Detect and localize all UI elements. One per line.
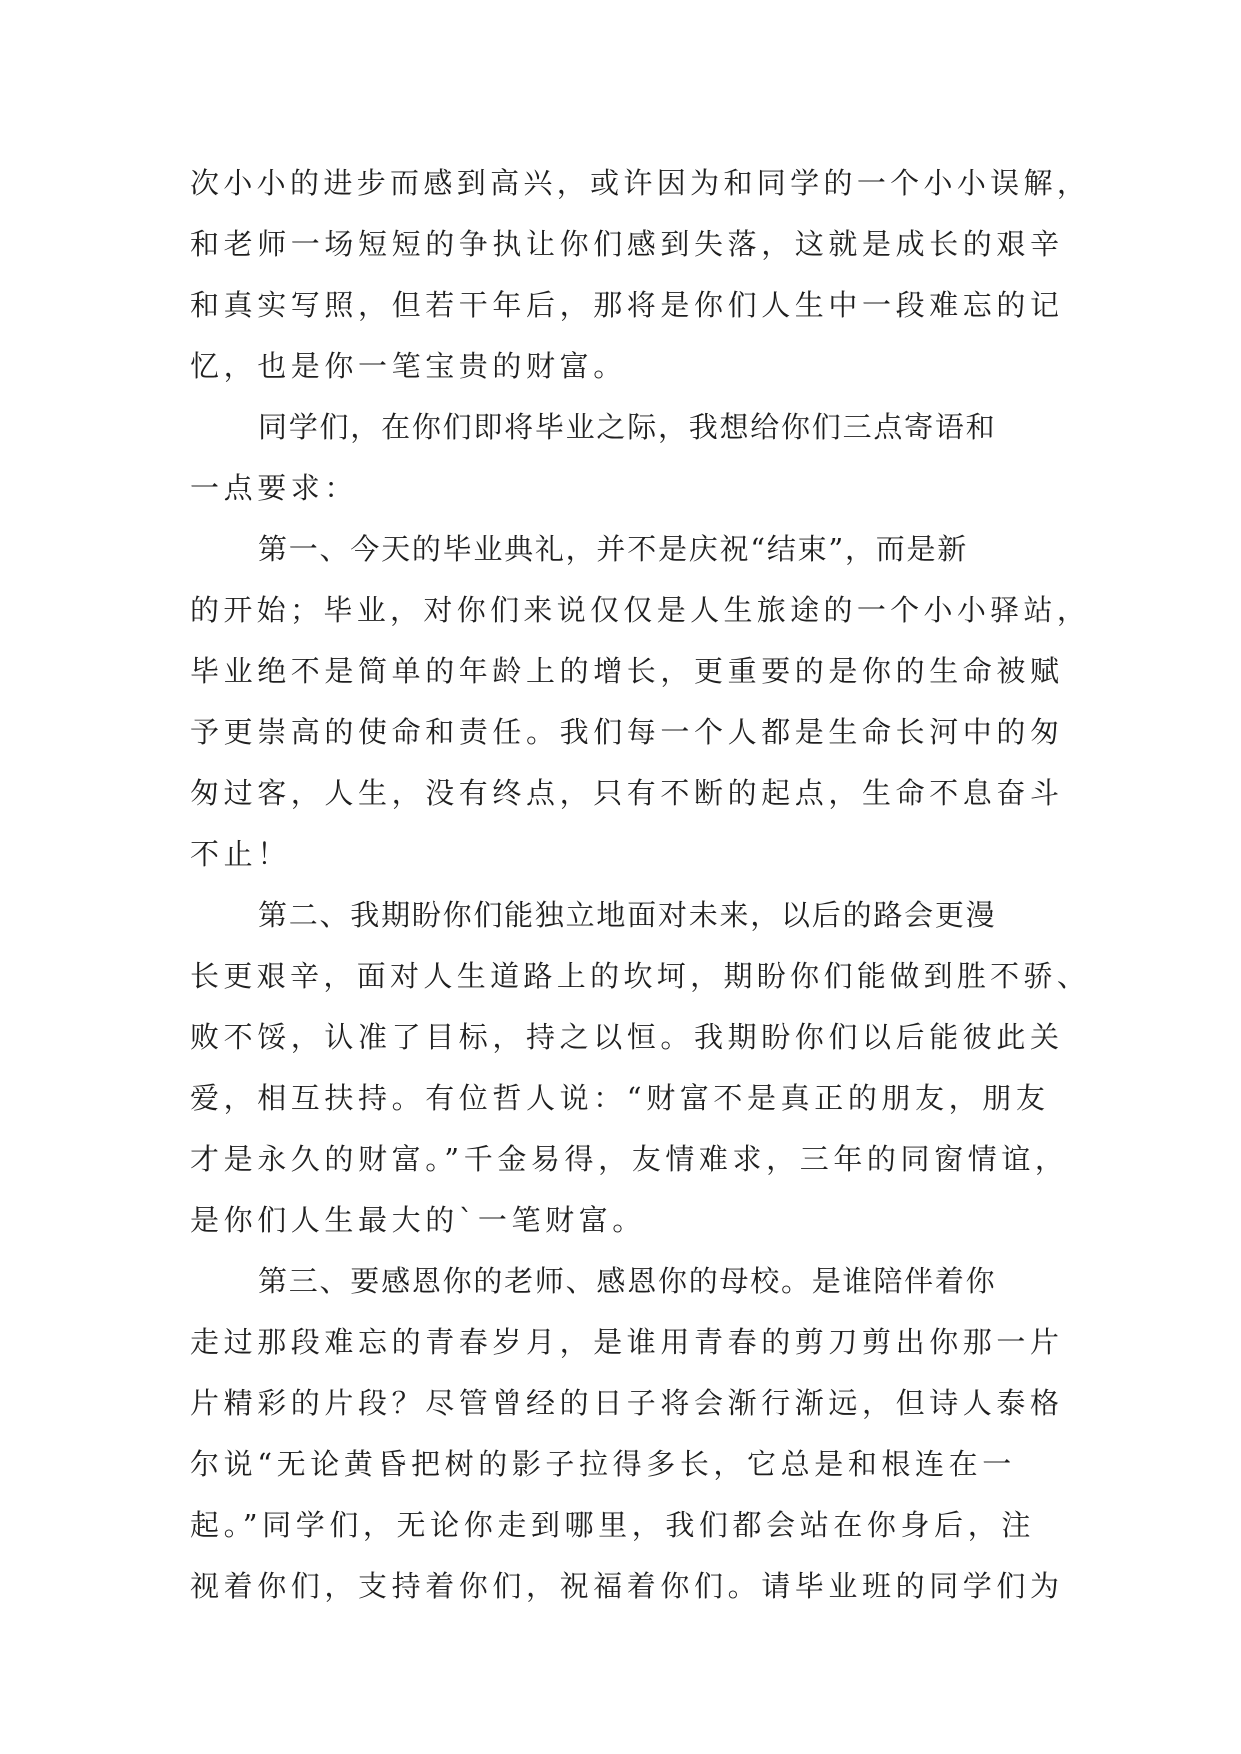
text-line: 是你们人生最大的`一笔财富。	[190, 1203, 646, 1237]
text-line: 和真实写照，但若干年后，那将是你们人生中一段难忘的记	[190, 288, 1064, 322]
text-line: 忆，也是你一笔宝贵的财富。	[190, 349, 627, 383]
paragraph-first-line: 第一、今天的毕业典礼，并不是庆祝“结束”，而是新	[258, 532, 969, 566]
text-line: 长更艰辛，面对人生道路上的坎坷，期盼你们能做到胜不骄、	[190, 959, 1091, 993]
text-line: 才是永久的财富。”千金易得，友情难求，三年的同窗情谊，	[190, 1142, 1069, 1176]
text-line: 毕业绝不是简单的年龄上的增长，更重要的是你的生命被赋	[190, 654, 1064, 688]
paragraph-first-line: 同学们，在你们即将毕业之际，我想给你们三点寄语和	[258, 410, 997, 444]
text-line: 不止！	[190, 837, 291, 871]
text-line: 的开始；毕业，对你们来说仅仅是人生旅途的一个小小驿站，	[190, 593, 1091, 627]
text-line: 和老师一场短短的争执让你们感到失落，这就是成长的艰辛	[190, 227, 1064, 261]
text-line: 予更崇高的使命和责任。我们每一个人都是生命长河中的匆	[190, 715, 1064, 749]
paragraph-first-line: 第三、要感恩你的老师、感恩你的母校。是谁陪伴着你	[258, 1264, 997, 1298]
text-line: 视着你们，支持着你们，祝福着你们。请毕业班的同学们为	[190, 1569, 1064, 1603]
text-line: 走过那段难忘的青春岁月，是谁用青春的剪刀剪出你那一片	[190, 1325, 1064, 1359]
text-line: 尔说“无论黄昏把树的影子拉得多长，它总是和根连在一	[190, 1447, 1016, 1481]
text-line: 次小小的进步而感到高兴，或许因为和同学的一个小小误解，	[190, 166, 1091, 200]
text-line: 匆过客，人生，没有终点，只有不断的起点，生命不息奋斗	[190, 776, 1064, 810]
text-line: 败不馁，认准了目标，持之以恒。我期盼你们以后能彼此关	[190, 1020, 1064, 1054]
text-line: 片精彩的片段？尽管曾经的日子将会渐行渐远，但诗人泰格	[190, 1386, 1064, 1420]
text-line: 爱，相互扶持。有位哲人说：“财富不是真正的朋友，朋友	[190, 1081, 1050, 1115]
paragraph-first-line: 第二、我期盼你们能独立地面对未来，以后的路会更漫	[258, 898, 997, 932]
text-line: 起。”同学们，无论你走到哪里，我们都会站在你身后，注	[190, 1508, 1035, 1542]
text-line: 一点要求：	[190, 471, 359, 505]
